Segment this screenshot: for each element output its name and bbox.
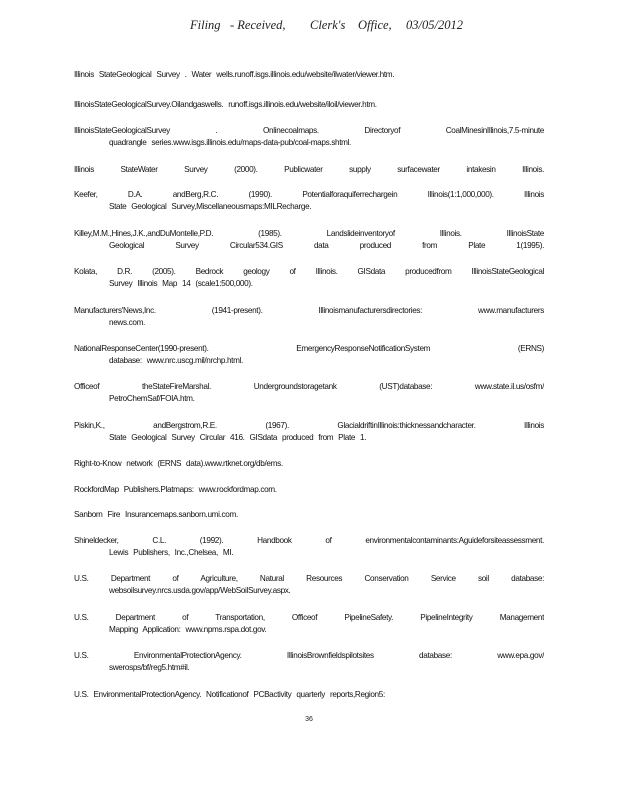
- reference-line-continued: news.com.: [109, 318, 145, 327]
- reference-line: RockfordMap Publishers.Platmaps: www.rockfordmap.com.: [74, 485, 277, 494]
- reference-line: Killey,M.M.,Hines,J.K.,andDuMontelle,P.D. (1985). Landslideinventoryof Illinois. IllinoisState: [74, 229, 544, 238]
- reference-entry: [74, 535, 544, 559]
- reference-entry: [74, 125, 544, 149]
- reference-entry: [74, 573, 544, 597]
- reference-entry: [74, 189, 544, 213]
- reference-entry: [74, 484, 544, 496]
- reference-line: Right-to-Know network (ERNS data).www.rtknet.org/db/erns.: [74, 459, 283, 468]
- reference-line-continued: State Geological Survey Circular 416. GISdata produced from Plate 1.: [109, 433, 367, 442]
- reference-line: Piskin,K., andBergstrom,R.E. (1967). GlacialdriftinIllinois:thicknessandcharacter. Illinois: [74, 421, 544, 430]
- reference-line: U.S. Department of Transportation, Officeof PipelineSafety. PipelineIntegrity Management: [74, 613, 544, 622]
- reference-entry: [74, 420, 544, 444]
- reference-entry: [74, 99, 544, 111]
- reference-line: U.S. Department of Agriculture, Natural Resources Conservation Service soil database:: [74, 574, 544, 583]
- reference-entry: [74, 305, 544, 329]
- reference-entry: [74, 381, 544, 405]
- reference-entry: [74, 343, 544, 367]
- reference-line-continued: Lewis Publishers, Inc.,Chelsea, MI.: [109, 548, 234, 557]
- reference-line: Manufacturers'News,Inc. (1941-present). Illinoismanufacturersdirectories: www.manufacturers: [74, 306, 544, 315]
- reference-line-continued: PetroChemSaf/FOIA.htm.: [109, 394, 195, 403]
- reference-entry: [74, 69, 544, 81]
- reference-entry: [74, 650, 544, 674]
- header-received: - Received,: [230, 18, 286, 32]
- reference-entry: [74, 266, 544, 290]
- reference-line-continued: websoilsurvey.nrcs.usda.gov/app/WebSoilSurvey.aspx.: [109, 586, 291, 595]
- reference-line: Shineldecker, C.L. (1992). Handbook of environmentalcontaminants:Aguideforsiteassessment.: [74, 536, 544, 545]
- reference-line-continued: quadrangle series.www.isgs.illinois.edu/maps-data-pub/coal-maps.shtml.: [109, 138, 351, 147]
- reference-line-continued: State Geological Survey,Miscellaneousmaps:MILRecharge.: [109, 202, 312, 211]
- reference-line-continued: swerosps/bf/reg5.htm#il.: [109, 663, 190, 672]
- reference-line-continued: Mapping Application: www.npms.rspa.dot.gov.: [109, 625, 267, 634]
- reference-line-continued: database: www.nrc.uscg.mil/nrchp.html.: [109, 356, 243, 365]
- reference-line: Officeof theStateFireMarshal. Undergroundstoragetank (UST)database: www.state.il.us/osfm/: [74, 382, 544, 391]
- reference-line: IllinoisStateGeologicalSurvey.Oilandgaswells. runoff.isgs.illinois.edu/website/iloil/viewer.htm.: [74, 100, 377, 109]
- page-number: 36: [305, 716, 313, 723]
- reference-line: Kolata, D.R. (2005). Bedrock geology of Illinois. GISdata producedfrom IllinoisStateGeological: [74, 267, 544, 276]
- header-clerks: Clerk's: [310, 18, 346, 32]
- reference-line: Illinois StateGeological Survey . Water wells.runoff.isgs.illinois.edu/website/ilwater/viewer.htm.: [74, 70, 395, 79]
- header-date: 03/05/2012: [406, 18, 463, 32]
- reference-entry: [74, 612, 544, 636]
- reference-line: U.S. EnvironmentalProtectionAgency. Notificationof PCBactivity quarterly reports,Region5:: [74, 690, 385, 699]
- header-filing: Filing: [190, 18, 221, 32]
- header-office: Office,: [358, 18, 392, 32]
- reference-entry: [74, 509, 544, 521]
- reference-line: IllinoisStateGeologicalSurvey . Onlinecoalmaps. Directoryof CoalMinesinIllinois,7.5-minute: [74, 126, 544, 135]
- reference-line: Illinois StateWater Survey (2000). Publicwater supply surfacewater intakesin Illinois.: [74, 165, 544, 174]
- reference-line-continued: Geological Survey Circular534.GIS data produced from Plate 1(1995).: [109, 241, 544, 250]
- reference-entry: [74, 228, 544, 252]
- reference-line: Keefer, D.A. andBerg,R.C. (1990). Potentialforaquiferrechargein Illinois(1:1,000,000). Illinois: [74, 190, 544, 199]
- reference-entry: [74, 458, 544, 470]
- filing-header: [0, 18, 618, 40]
- reference-line: NationalResponseCenter(1990-present). EmergencyResponseNotificationSystem (ERNS): [74, 344, 544, 353]
- reference-entry: [74, 689, 544, 701]
- reference-line-continued: Survey Illinois Map 14 (scale1:500,000).: [109, 279, 253, 288]
- reference-entry: [74, 164, 544, 176]
- reference-line: U.S. EnvironmentalProtectionAgency. IllinoisBrownfieldspilotsites database: www.epa.gov/: [74, 651, 544, 660]
- reference-line: Sanborn Fire Insurancemaps.sanborn.umi.com.: [74, 510, 238, 519]
